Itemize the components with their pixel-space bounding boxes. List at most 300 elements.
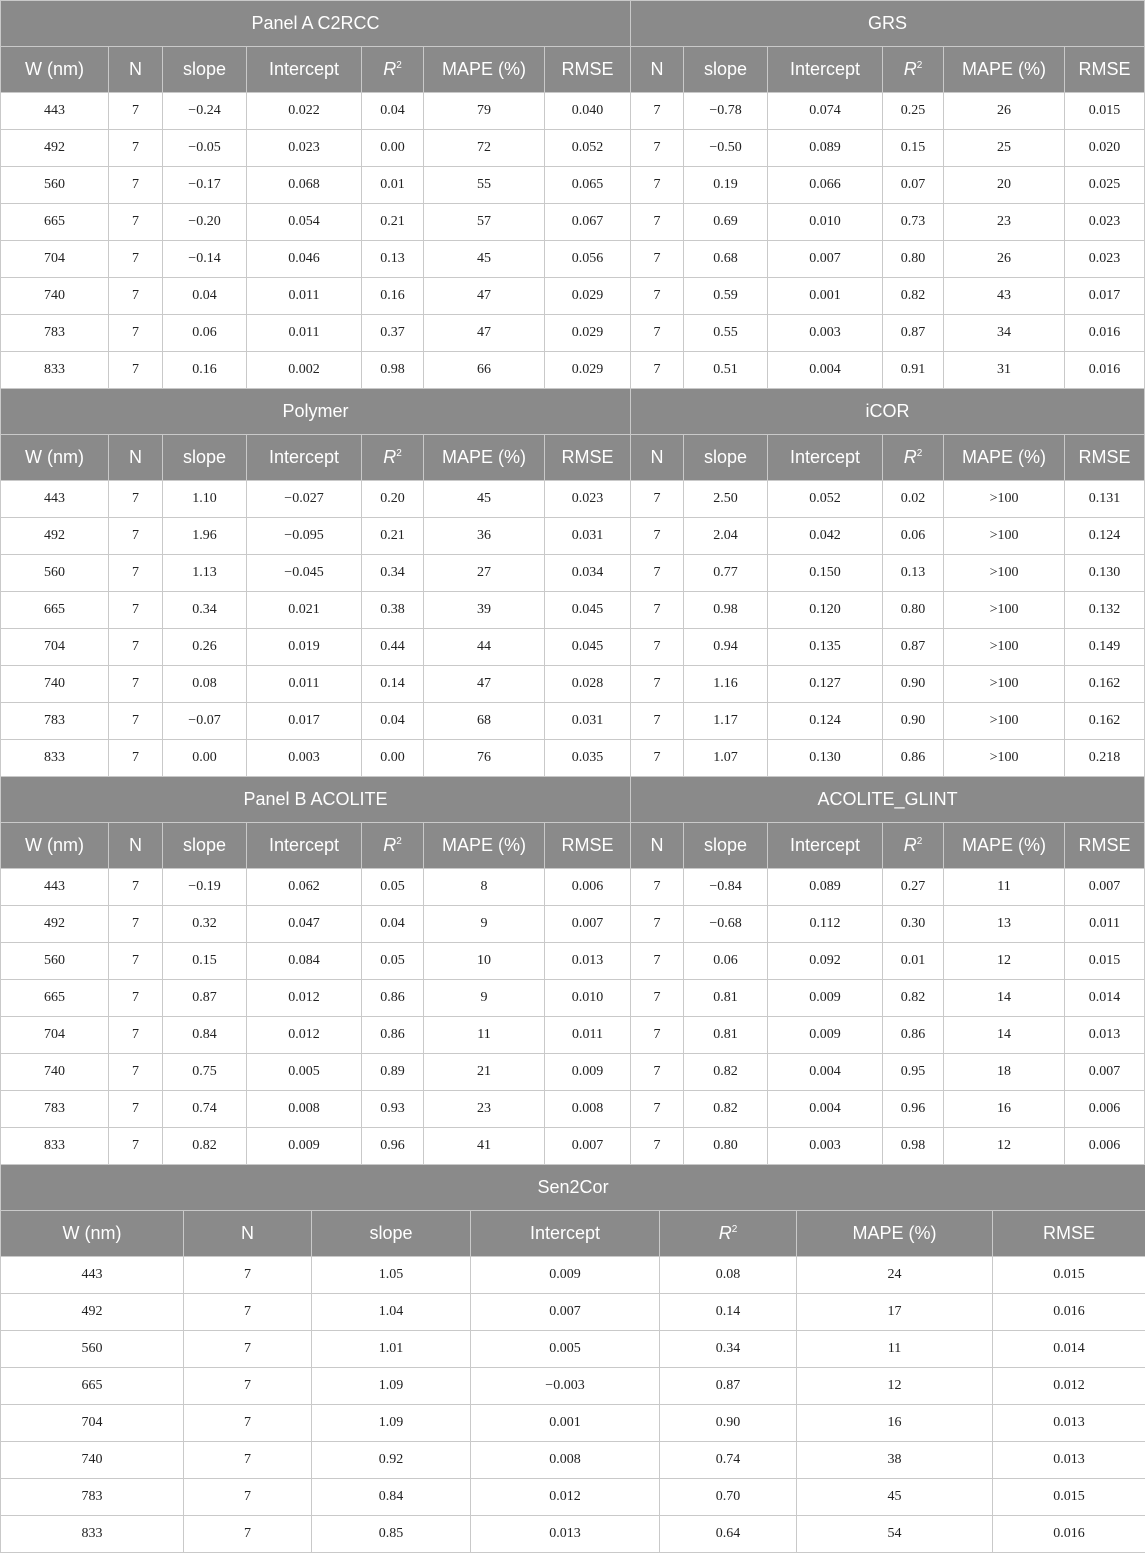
table-row [1, 1368, 1145, 1405]
left-value-cell: 55 [424, 167, 545, 204]
column-header-row [1, 823, 1145, 869]
right-value-cell: 20 [944, 167, 1065, 204]
r-squared-symbol: R [903, 59, 917, 79]
right-value-cell: 0.006 [1065, 1091, 1145, 1128]
left-value-cell: 36 [424, 518, 545, 555]
right-value-cell: 0.82 [684, 1091, 768, 1128]
left-value-cell: 68 [424, 703, 545, 740]
right-value-cell: 0.001 [768, 278, 883, 315]
right-value-cell: 0.150 [768, 555, 883, 592]
wavelength-cell: 783 [1, 1091, 109, 1128]
right-value-cell: 0.016 [1065, 315, 1145, 352]
right-value-cell: 14 [944, 1017, 1065, 1054]
right-value-cell: 0.124 [768, 703, 883, 740]
value-cell: 0.016 [993, 1294, 1145, 1331]
left-value-cell: 0.023 [545, 481, 631, 518]
sen2cor-title: Sen2Cor [1, 1165, 1145, 1211]
right-value-cell: 0.025 [1065, 167, 1145, 204]
right-value-cell: 1.07 [684, 740, 768, 777]
right-value-cell: 34 [944, 315, 1065, 352]
right-panel-title: GRS [631, 1, 1145, 47]
table-row [1, 703, 1145, 740]
right-value-cell: 43 [944, 278, 1065, 315]
value-cell: 0.009 [471, 1257, 660, 1294]
right-value-cell: 0.25 [883, 93, 944, 130]
column-header: Intercept [768, 435, 883, 481]
left-value-cell: 0.012 [247, 980, 362, 1017]
wavelength-cell: 833 [1, 1516, 184, 1553]
left-value-cell: 0.017 [247, 703, 362, 740]
right-value-cell: 0.77 [684, 555, 768, 592]
right-value-cell: 0.135 [768, 629, 883, 666]
right-panel-title: iCOR [631, 389, 1145, 435]
table-row [1, 315, 1145, 352]
table-row [1, 352, 1145, 389]
left-value-cell: −0.05 [163, 130, 247, 167]
left-value-cell: 0.01 [362, 167, 424, 204]
left-value-cell: 0.012 [247, 1017, 362, 1054]
column-header: Intercept [768, 823, 883, 869]
value-cell: 0.015 [993, 1479, 1145, 1516]
r-squared-symbol: R [383, 447, 397, 467]
left-value-cell: 0.011 [247, 666, 362, 703]
right-value-cell: 0.003 [768, 1128, 883, 1165]
value-cell: 0.012 [993, 1368, 1145, 1405]
table-row [1, 518, 1145, 555]
column-header: Intercept [768, 47, 883, 93]
left-value-cell: 0.054 [247, 204, 362, 241]
left-value-cell: 0.023 [247, 130, 362, 167]
left-value-cell: 7 [109, 1091, 163, 1128]
right-value-cell: 0.218 [1065, 740, 1145, 777]
left-value-cell: 0.13 [362, 241, 424, 278]
r-squared-exponent: 2 [916, 448, 923, 459]
right-value-cell: 0.94 [684, 629, 768, 666]
right-value-cell: 0.06 [883, 518, 944, 555]
left-value-cell: 9 [424, 906, 545, 943]
right-value-cell: 0.006 [1065, 1128, 1145, 1165]
wavelength-cell: 443 [1, 1257, 184, 1294]
left-value-cell: 0.08 [163, 666, 247, 703]
left-value-cell: 0.75 [163, 1054, 247, 1091]
right-value-cell: 0.120 [768, 592, 883, 629]
right-value-cell: 0.007 [1065, 869, 1145, 906]
block-title-row [1, 777, 1145, 823]
right-value-cell: 0.112 [768, 906, 883, 943]
column-header [883, 47, 944, 93]
value-cell: 1.04 [312, 1294, 471, 1331]
left-value-cell: 0.067 [545, 204, 631, 241]
left-value-cell: 7 [109, 130, 163, 167]
r-squared-symbol: R [383, 59, 397, 79]
left-value-cell: 7 [109, 629, 163, 666]
right-value-cell: 0.73 [883, 204, 944, 241]
r-squared-exponent: 2 [916, 836, 923, 847]
column-header: slope [163, 435, 247, 481]
column-header [362, 823, 424, 869]
right-value-cell: 0.009 [768, 1017, 883, 1054]
right-value-cell: 7 [631, 130, 684, 167]
wavelength-cell: 560 [1, 943, 109, 980]
value-cell: 0.005 [471, 1331, 660, 1368]
left-value-cell: 45 [424, 241, 545, 278]
right-value-cell: >100 [944, 666, 1065, 703]
column-header: N [631, 823, 684, 869]
left-value-cell: 0.008 [545, 1091, 631, 1128]
column-header: Intercept [471, 1211, 660, 1257]
left-value-cell: 0.006 [545, 869, 631, 906]
value-cell: 7 [184, 1331, 312, 1368]
column-header: Intercept [247, 47, 362, 93]
value-cell: 0.08 [660, 1257, 797, 1294]
right-value-cell: >100 [944, 518, 1065, 555]
column-header [883, 823, 944, 869]
left-value-cell: 0.065 [545, 167, 631, 204]
left-value-cell: 10 [424, 943, 545, 980]
left-value-cell: 8 [424, 869, 545, 906]
right-value-cell: 0.02 [883, 481, 944, 518]
left-value-cell: 0.05 [362, 943, 424, 980]
right-value-cell: 0.092 [768, 943, 883, 980]
left-value-cell: 7 [109, 241, 163, 278]
wavelength-cell: 560 [1, 167, 109, 204]
left-value-cell: 66 [424, 352, 545, 389]
left-value-cell: 11 [424, 1017, 545, 1054]
left-value-cell: 0.035 [545, 740, 631, 777]
value-cell: 7 [184, 1516, 312, 1553]
left-value-cell: 57 [424, 204, 545, 241]
column-header: MAPE (%) [424, 435, 545, 481]
left-value-cell: −0.14 [163, 241, 247, 278]
right-value-cell: 0.124 [1065, 518, 1145, 555]
column-header: RMSE [545, 435, 631, 481]
value-cell: 0.84 [312, 1479, 471, 1516]
right-value-cell: 0.82 [684, 1054, 768, 1091]
left-value-cell: −0.07 [163, 703, 247, 740]
right-value-cell: 1.17 [684, 703, 768, 740]
value-cell: 0.70 [660, 1479, 797, 1516]
column-header: slope [312, 1211, 471, 1257]
column-header: N [109, 823, 163, 869]
left-value-cell: 0.029 [545, 352, 631, 389]
left-panel-title: Panel B ACOLITE [1, 777, 631, 823]
right-value-cell: 7 [631, 869, 684, 906]
left-value-cell: 0.21 [362, 518, 424, 555]
value-cell: 1.05 [312, 1257, 471, 1294]
left-value-cell: 0.86 [362, 1017, 424, 1054]
wavelength-cell: 443 [1, 93, 109, 130]
right-value-cell: >100 [944, 629, 1065, 666]
left-value-cell: 7 [109, 93, 163, 130]
right-value-cell: 14 [944, 980, 1065, 1017]
right-value-cell: 0.015 [1065, 943, 1145, 980]
table-row [1, 1128, 1145, 1165]
right-value-cell: 0.011 [1065, 906, 1145, 943]
right-value-cell: 7 [631, 703, 684, 740]
wavelength-cell: 740 [1, 666, 109, 703]
left-value-cell: 0.031 [545, 518, 631, 555]
right-value-cell: 0.089 [768, 130, 883, 167]
value-cell: 0.34 [660, 1331, 797, 1368]
column-header-row [1, 47, 1145, 93]
right-value-cell: 0.017 [1065, 278, 1145, 315]
right-value-cell: 0.003 [768, 315, 883, 352]
left-value-cell: 7 [109, 943, 163, 980]
right-value-cell: 11 [944, 869, 1065, 906]
right-value-cell: >100 [944, 740, 1065, 777]
right-value-cell: 0.162 [1065, 666, 1145, 703]
value-cell: 38 [797, 1442, 993, 1479]
right-value-cell: 0.007 [1065, 1054, 1145, 1091]
right-value-cell: 0.80 [883, 241, 944, 278]
right-value-cell: 0.132 [1065, 592, 1145, 629]
left-value-cell: 0.031 [545, 703, 631, 740]
column-header: W (nm) [1, 435, 109, 481]
right-value-cell: 0.07 [883, 167, 944, 204]
table-row [1, 167, 1145, 204]
right-value-cell: 0.81 [684, 1017, 768, 1054]
right-value-cell: 0.95 [883, 1054, 944, 1091]
left-value-cell: 7 [109, 315, 163, 352]
left-value-cell: −0.20 [163, 204, 247, 241]
wavelength-cell: 783 [1, 703, 109, 740]
value-cell: 7 [184, 1479, 312, 1516]
left-value-cell: 0.06 [163, 315, 247, 352]
left-value-cell: 7 [109, 1128, 163, 1165]
right-value-cell: 0.86 [883, 740, 944, 777]
left-value-cell: 7 [109, 204, 163, 241]
right-value-cell: 0.004 [768, 1054, 883, 1091]
right-value-cell: 0.023 [1065, 241, 1145, 278]
left-value-cell: 9 [424, 980, 545, 1017]
left-value-cell: 0.20 [362, 481, 424, 518]
column-header: MAPE (%) [424, 47, 545, 93]
right-value-cell: 7 [631, 278, 684, 315]
left-value-cell: 0.37 [362, 315, 424, 352]
right-value-cell: 16 [944, 1091, 1065, 1128]
value-cell: 0.008 [471, 1442, 660, 1479]
right-value-cell: 0.51 [684, 352, 768, 389]
value-cell: 0.92 [312, 1442, 471, 1479]
right-value-cell: 7 [631, 93, 684, 130]
left-value-cell: 0.16 [163, 352, 247, 389]
right-value-cell: 7 [631, 518, 684, 555]
left-value-cell: 0.04 [362, 703, 424, 740]
wavelength-cell: 704 [1, 1017, 109, 1054]
wavelength-cell: 443 [1, 481, 109, 518]
value-cell: 0.90 [660, 1405, 797, 1442]
column-header: N [109, 435, 163, 481]
table-row [1, 130, 1145, 167]
right-value-cell: 7 [631, 629, 684, 666]
wavelength-cell: 492 [1, 1294, 184, 1331]
wavelength-cell: 740 [1, 1054, 109, 1091]
wavelength-cell: 492 [1, 906, 109, 943]
r-squared-exponent: 2 [396, 836, 402, 847]
right-value-cell: 23 [944, 204, 1065, 241]
right-value-cell: 0.074 [768, 93, 883, 130]
left-value-cell: 39 [424, 592, 545, 629]
value-cell: 54 [797, 1516, 993, 1553]
left-value-cell: 0.011 [247, 315, 362, 352]
right-value-cell: 13 [944, 906, 1065, 943]
column-header: N [109, 47, 163, 93]
sen2cor-table [0, 1164, 1145, 1553]
table-row [1, 666, 1145, 703]
column-header: W (nm) [1, 1211, 184, 1257]
value-cell: 0.013 [993, 1442, 1145, 1479]
left-panel-title: Panel A C2RCC [1, 1, 631, 47]
wavelength-cell: 665 [1, 980, 109, 1017]
right-value-cell: 0.016 [1065, 352, 1145, 389]
table-row [1, 980, 1145, 1017]
right-value-cell: 0.82 [883, 980, 944, 1017]
left-value-cell: 0.005 [247, 1054, 362, 1091]
right-value-cell: >100 [944, 481, 1065, 518]
left-value-cell: 0.32 [163, 906, 247, 943]
column-header: slope [163, 823, 247, 869]
right-value-cell: 0.91 [883, 352, 944, 389]
left-value-cell: 0.34 [163, 592, 247, 629]
left-value-cell: 0.38 [362, 592, 424, 629]
right-value-cell: 0.90 [883, 666, 944, 703]
column-header: RMSE [545, 823, 631, 869]
column-header: RMSE [1065, 47, 1145, 93]
column-header: Intercept [247, 435, 362, 481]
wavelength-cell: 740 [1, 278, 109, 315]
column-header: slope [163, 47, 247, 93]
wavelength-cell: 783 [1, 1479, 184, 1516]
left-value-cell: 0.009 [545, 1054, 631, 1091]
left-value-cell: 7 [109, 1017, 163, 1054]
value-cell: 0.016 [993, 1516, 1145, 1553]
left-value-cell: 0.26 [163, 629, 247, 666]
left-value-cell: 0.00 [362, 740, 424, 777]
right-value-cell: 12 [944, 943, 1065, 980]
column-header: MAPE (%) [944, 435, 1065, 481]
left-value-cell: 0.44 [362, 629, 424, 666]
value-cell: 0.001 [471, 1405, 660, 1442]
right-value-cell: 0.020 [1065, 130, 1145, 167]
value-cell: 0.013 [471, 1516, 660, 1553]
column-header-row [1, 1211, 1145, 1257]
left-value-cell: 0.045 [545, 629, 631, 666]
right-value-cell: 2.04 [684, 518, 768, 555]
right-value-cell: 0.131 [1065, 481, 1145, 518]
left-value-cell: 0.74 [163, 1091, 247, 1128]
right-value-cell: 0.130 [1065, 555, 1145, 592]
left-value-cell: 7 [109, 592, 163, 629]
value-cell: 0.85 [312, 1516, 471, 1553]
right-value-cell: 12 [944, 1128, 1065, 1165]
r-squared-symbol: R [383, 835, 397, 855]
column-header: RMSE [545, 47, 631, 93]
table-row [1, 241, 1145, 278]
left-value-cell: 7 [109, 906, 163, 943]
right-value-cell: 31 [944, 352, 1065, 389]
table-row [1, 555, 1145, 592]
right-value-cell: 0.87 [883, 315, 944, 352]
left-value-cell: 23 [424, 1091, 545, 1128]
left-value-cell: 27 [424, 555, 545, 592]
left-value-cell: 0.056 [545, 241, 631, 278]
right-value-cell: −0.78 [684, 93, 768, 130]
right-value-cell: 7 [631, 906, 684, 943]
r-squared-symbol: R [903, 447, 917, 467]
right-value-cell: 0.98 [684, 592, 768, 629]
table-row [1, 1091, 1145, 1128]
table-row [1, 278, 1145, 315]
right-value-cell: 0.149 [1065, 629, 1145, 666]
left-value-cell: 21 [424, 1054, 545, 1091]
value-cell: 1.01 [312, 1331, 471, 1368]
left-value-cell: 0.029 [545, 278, 631, 315]
left-value-cell: 0.021 [247, 592, 362, 629]
right-value-cell: 1.16 [684, 666, 768, 703]
right-value-cell: −0.84 [684, 869, 768, 906]
right-panel-title: ACOLITE_GLINT [631, 777, 1145, 823]
value-cell: −0.003 [471, 1368, 660, 1405]
right-value-cell: 7 [631, 1128, 684, 1165]
left-value-cell: 0.084 [247, 943, 362, 980]
right-value-cell: 0.052 [768, 481, 883, 518]
left-value-cell: 0.045 [545, 592, 631, 629]
left-value-cell: 0.86 [362, 980, 424, 1017]
left-value-cell: 0.019 [247, 629, 362, 666]
table-row [1, 481, 1145, 518]
value-cell: 24 [797, 1257, 993, 1294]
value-cell: 1.09 [312, 1405, 471, 1442]
right-value-cell: 0.27 [883, 869, 944, 906]
value-cell: 7 [184, 1294, 312, 1331]
table-row [1, 906, 1145, 943]
column-header: Intercept [247, 823, 362, 869]
right-value-cell: 0.98 [883, 1128, 944, 1165]
left-value-cell: 0.16 [362, 278, 424, 315]
r-squared-exponent: 2 [396, 60, 402, 71]
right-value-cell: 7 [631, 740, 684, 777]
left-value-cell: 0.003 [247, 740, 362, 777]
left-value-cell: 7 [109, 278, 163, 315]
left-value-cell: 7 [109, 518, 163, 555]
right-value-cell: 0.68 [684, 241, 768, 278]
table-row [1, 1294, 1145, 1331]
right-value-cell: 0.009 [768, 980, 883, 1017]
right-value-cell: 0.042 [768, 518, 883, 555]
table-row [1, 1442, 1145, 1479]
left-value-cell: 72 [424, 130, 545, 167]
column-header: MAPE (%) [944, 47, 1065, 93]
right-value-cell: 2.50 [684, 481, 768, 518]
column-header: N [184, 1211, 312, 1257]
column-header: MAPE (%) [944, 823, 1065, 869]
wavelength-cell: 833 [1, 1128, 109, 1165]
value-cell: 11 [797, 1331, 993, 1368]
left-value-cell: 0.84 [163, 1017, 247, 1054]
column-header: MAPE (%) [797, 1211, 993, 1257]
left-value-cell: 0.068 [247, 167, 362, 204]
left-value-cell: −0.045 [247, 555, 362, 592]
value-cell: 0.012 [471, 1479, 660, 1516]
wavelength-cell: 833 [1, 740, 109, 777]
table-row [1, 1516, 1145, 1553]
left-value-cell: 0.04 [362, 93, 424, 130]
left-value-cell: −0.17 [163, 167, 247, 204]
right-value-cell: 0.007 [768, 241, 883, 278]
wavelength-cell: 665 [1, 204, 109, 241]
left-value-cell: 0.040 [545, 93, 631, 130]
value-cell: 7 [184, 1257, 312, 1294]
